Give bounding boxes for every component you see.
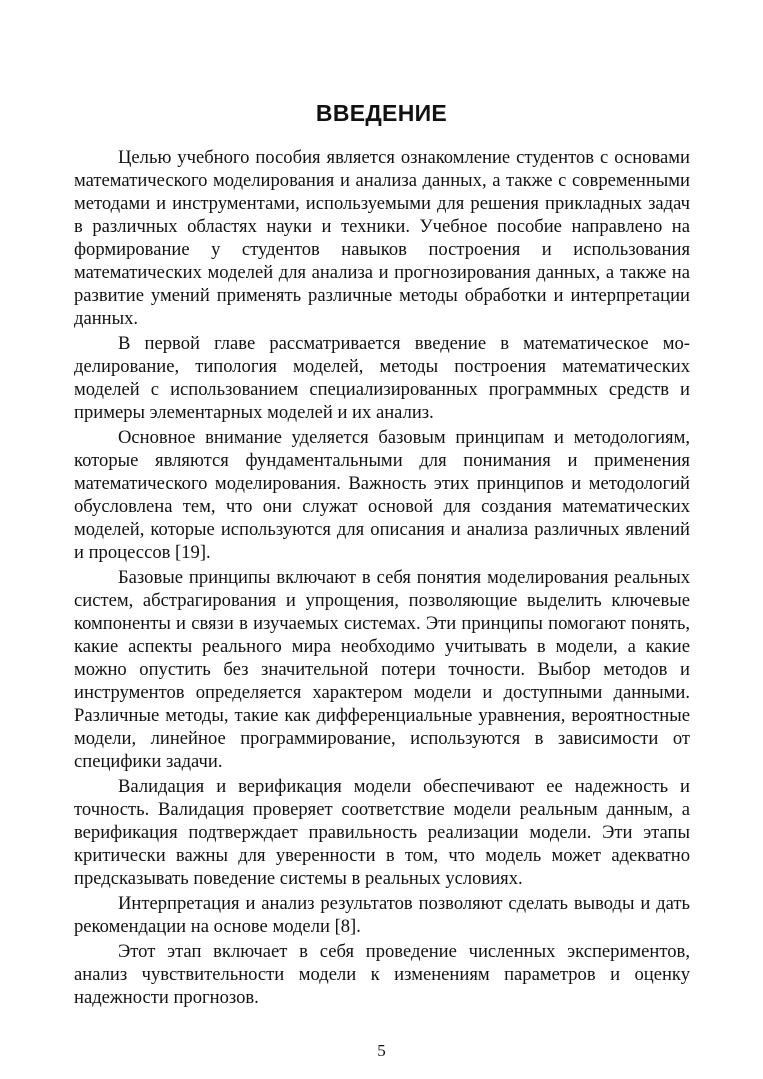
page-title: ВВЕДЕНИЕ xyxy=(315,100,448,126)
body-text xyxy=(74,146,690,1011)
paragraph-2: В первой главе рассматривается введение в математическое моделирование, типология моделей, методы построения математических моделей с использованием специализированных программных средств и примеры элементарных моделей и их анализ. xyxy=(74,333,690,423)
paragraph-1: Целью учебного пособия является ознакомление студентов с основами математического моделирования и анализа данных, а также с современными методами и инструментами, используемыми для решения прикладных задач в различных областях науки и техники. Учебное пособие направлено на формирование у студентов навыков построения и использования математических моделей для анализа и прогнозирования данных, а также на развитие умений применять различные методы обработки и интерпретации данных. xyxy=(74,147,690,329)
paragraph-4: Базовые принципы включают в себя понятия моделирования реальных систем, абстрагирования и упрощения, позволяющие выделить ключевые компоненты и связи в изучаемых системах. Эти принципы помогают понять, какие аспекты реального мира необходимо учитывать в модели, а какие можно опустить без значительной потери точности. Выбор методов и инструментов определяется характером модели и доступными данными. Различные методы, такие как дифференциальные уравнения, вероятностные модели, линейное программирование, используются в зависимости от специфики задачи. xyxy=(74,567,690,772)
paragraph-7: Этот этап включает в себя проведение численных экспериментов, анализ чувствительности модели к изменениям параметров и оценку надежности прогнозов. xyxy=(74,941,690,1008)
paragraph-5: Валидация и верификация модели обеспечивают ее надежность и точность. Валидация проверяет соответствие модели реальным данным, а верификация подтверждает правильность реализации модели. Эти этапы критически важны для уверенности в том, что модель может адекватно предсказывать поведение системы в реальных условиях. xyxy=(74,776,690,889)
paragraph-6: Интерпретация и анализ результатов позволяют сделать выводы и дать рекомендации на основе модели [8]. xyxy=(74,893,690,937)
page-number: 5 xyxy=(377,1041,386,1060)
paragraph-3: Основное внимание уделяется базовым принципам и методологиям, которые являются фундаментальными для понимания и применения математического моделирования. Важность этих принципов и методологий обусловлена тем, что они служат основой для создания математических моделей, которые используются для описания и анализа различных явлений и процессов [19]. xyxy=(74,427,690,563)
